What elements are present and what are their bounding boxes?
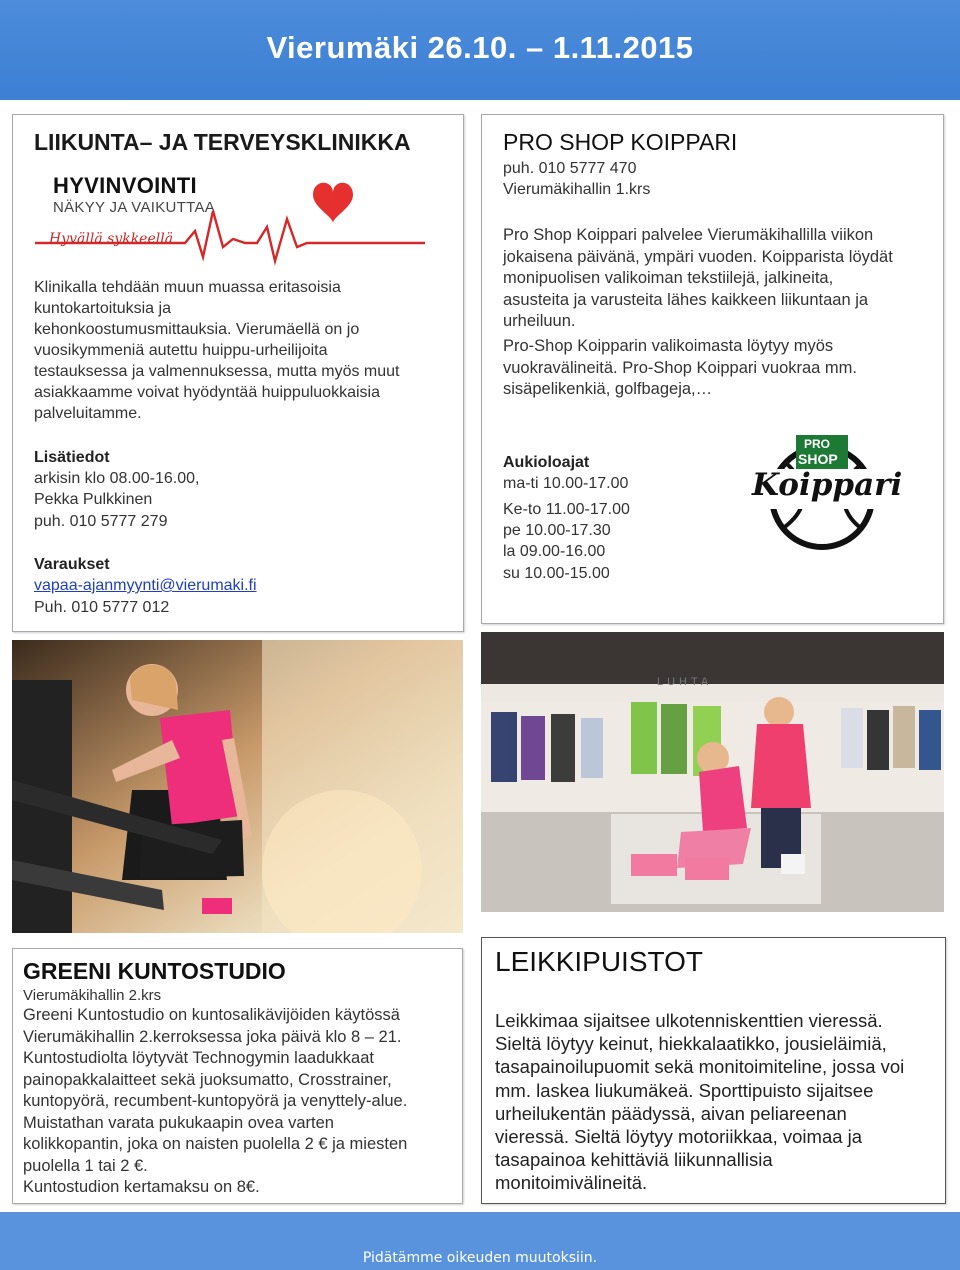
- heartbeat-icon: [35, 171, 425, 267]
- playground-section: [481, 937, 946, 1204]
- hours-line: pe 10.00-17.30: [503, 522, 611, 539]
- studio-title: GREENI KUNTOSTUDIO: [23, 958, 286, 984]
- clinic-body-line: Klinikalla tehdään muun muassa eritasoisia: [34, 279, 341, 296]
- clinic-info-heading: Lisätiedot: [34, 449, 110, 466]
- studio-body-line: kuntopyörä, recumbent-kuntopyörä ja venyttely-alue.: [23, 1092, 408, 1110]
- shop-photo: [481, 632, 944, 912]
- hours-line: Ke-to 11.00-17.00: [503, 501, 630, 518]
- koippari-logo-script: Koippari: [752, 467, 903, 503]
- studio-location: Vierumäkihallin 2.krs: [23, 987, 162, 1004]
- playground-body-line: vieressä. Sieltä löytyy motoriikkaa, voimaa ja: [495, 1126, 863, 1147]
- clinic-title: LIIKUNTA– JA TERVEYSKLINIKKA: [34, 129, 411, 155]
- proshop-rental-line: vuokravälineitä. Pro-Shop Koippari vuokraa mm.: [503, 358, 858, 377]
- booking-phone: Puh. 010 5777 012: [34, 599, 170, 616]
- koippari-logo: [752, 433, 903, 553]
- page-title: Vierumäki 26.10. – 1.11.2015: [266, 30, 694, 65]
- playground-body-line: Leikkimaa sijaitsee ulkotenniskenttien vieressä.: [495, 1010, 883, 1031]
- proshop-location: Vierumäkihallin 1.krs: [503, 181, 651, 198]
- hours-line: la 09.00-16.00: [503, 543, 606, 560]
- studio-body-line: Muistathan varata pukukaapin ovea varten: [23, 1113, 334, 1132]
- studio-body-line: Greeni Kuntostudio on kuntosalikävijöiden käytössä: [23, 1006, 400, 1024]
- hours-heading: Aukioloajat: [503, 454, 590, 471]
- studio-body-line: Kuntostudiolta löytyvät Technogymin laadukkaat: [23, 1049, 374, 1067]
- proshop-body-line: monipuolisen valikoiman tekstiilejä, jalkineita,: [503, 269, 834, 287]
- footer-note: Pidätämme oikeuden muutoksiin.: [362, 1250, 598, 1266]
- playground-body-line: Sieltä löytyy keinut, hiekkalaatikko, jousieläimiä,: [495, 1033, 887, 1055]
- playground-body-line: monitoimivälineitä.: [495, 1172, 648, 1194]
- clinic-logo-line2: NÄKYY JA VAIKUTTAA: [53, 199, 216, 216]
- clinic-logo-line1: HYVINVOINTI: [53, 173, 197, 198]
- proshop-rental-line: Pro-Shop Koipparin valikoimasta löytyy myös: [503, 337, 834, 355]
- proshop-title: PRO SHOP KOIPPARI: [503, 129, 738, 155]
- proshop-phone: puh. 010 5777 470: [503, 160, 637, 177]
- playground-body-line: mm. laskea liukumäkeä. Sporttipuisto sijaitsee: [495, 1079, 874, 1101]
- clinic-body-line: vuosikymmeniä autettu huippu-urheilijoita: [34, 342, 328, 359]
- clinic-body-line: asiakkaamme voivat hyödyntää huippuluokkaisia: [34, 384, 380, 401]
- clinic-body-line: testauksessa ja valmennuksessa, mutta myös muut: [34, 363, 400, 380]
- studio-body-line: Vierumäkihallin 2.kerroksessa joka päivä klo 8 – 21.: [23, 1027, 402, 1046]
- clinic-section: [12, 114, 464, 632]
- koippari-logo-pro: PRO: [804, 437, 831, 451]
- studio-body-line: Kuntostudion kertamaksu on 8€.: [23, 1178, 260, 1196]
- clinic-body-line: kuntokartoituksia ja: [34, 300, 171, 317]
- clinic-body-line: kehonkoostumusmittauksia. Vierumäellä on jo: [34, 321, 360, 338]
- header-banner: [0, 0, 960, 100]
- studio-body-line: puolella 1 tai 2 €.: [23, 1156, 148, 1175]
- playground-title: LEIKKIPUISTOT: [495, 946, 703, 977]
- proshop-body-line: Pro Shop Koippari palvelee Vierumäkihallilla viikon: [503, 226, 874, 244]
- footer-banner: [0, 1212, 960, 1270]
- hours-line: su 10.00-15.00: [503, 565, 610, 582]
- proshop-body-line: jokaisena päivänä, ympäri vuoden. Koipparista löydät: [503, 247, 893, 266]
- hours-line: ma-ti 10.00-17.00: [503, 475, 629, 492]
- clinic-logo: [35, 171, 425, 267]
- gym-photo: [12, 640, 463, 933]
- studio-section: [12, 948, 463, 1204]
- playground-body-line: tasapainoa kehittäviä liikunnallisia: [495, 1149, 773, 1171]
- store-sign: LUHTA: [657, 676, 713, 688]
- clinic-body-line: palveluitamme.: [34, 405, 142, 422]
- playground-body-line: tasapainoilupuomit sekä monitoimiteline, jossa voi: [495, 1056, 905, 1078]
- booking-heading: Varaukset: [34, 556, 110, 573]
- studio-body-line: kolikkopantin, joka on naisten puolella 2 € ja miesten: [23, 1135, 408, 1153]
- proshop-rental-line: sisäpelikenkiä, golfbageja,…: [503, 380, 713, 398]
- studio-body-line: painopakkalaitteet sekä juoksumatto, Crosstrainer,: [23, 1070, 392, 1089]
- clinic-info-contact: Pekka Pulkkinen: [34, 491, 153, 508]
- playground-body-line: urheilukentän päädyssä, aivan peliareenan: [495, 1102, 847, 1124]
- clinic-info-hours: arkisin klo 08.00-16.00,: [34, 470, 200, 487]
- proshop-section: [481, 114, 944, 624]
- clinic-logo-script: Hyvällä sykkeellä: [49, 231, 174, 247]
- proshop-body-line: asusteita ja varusteita lähes kaikkeen liikuntaan ja: [503, 290, 869, 309]
- booking-email-link[interactable]: vapaa-ajanmyynti@vierumaki.fi: [34, 577, 257, 594]
- clinic-info-phone: puh. 010 5777 279: [34, 513, 168, 530]
- koippari-logo-shop: SHOP: [798, 451, 838, 467]
- proshop-body-line: urheiluun.: [503, 312, 576, 330]
